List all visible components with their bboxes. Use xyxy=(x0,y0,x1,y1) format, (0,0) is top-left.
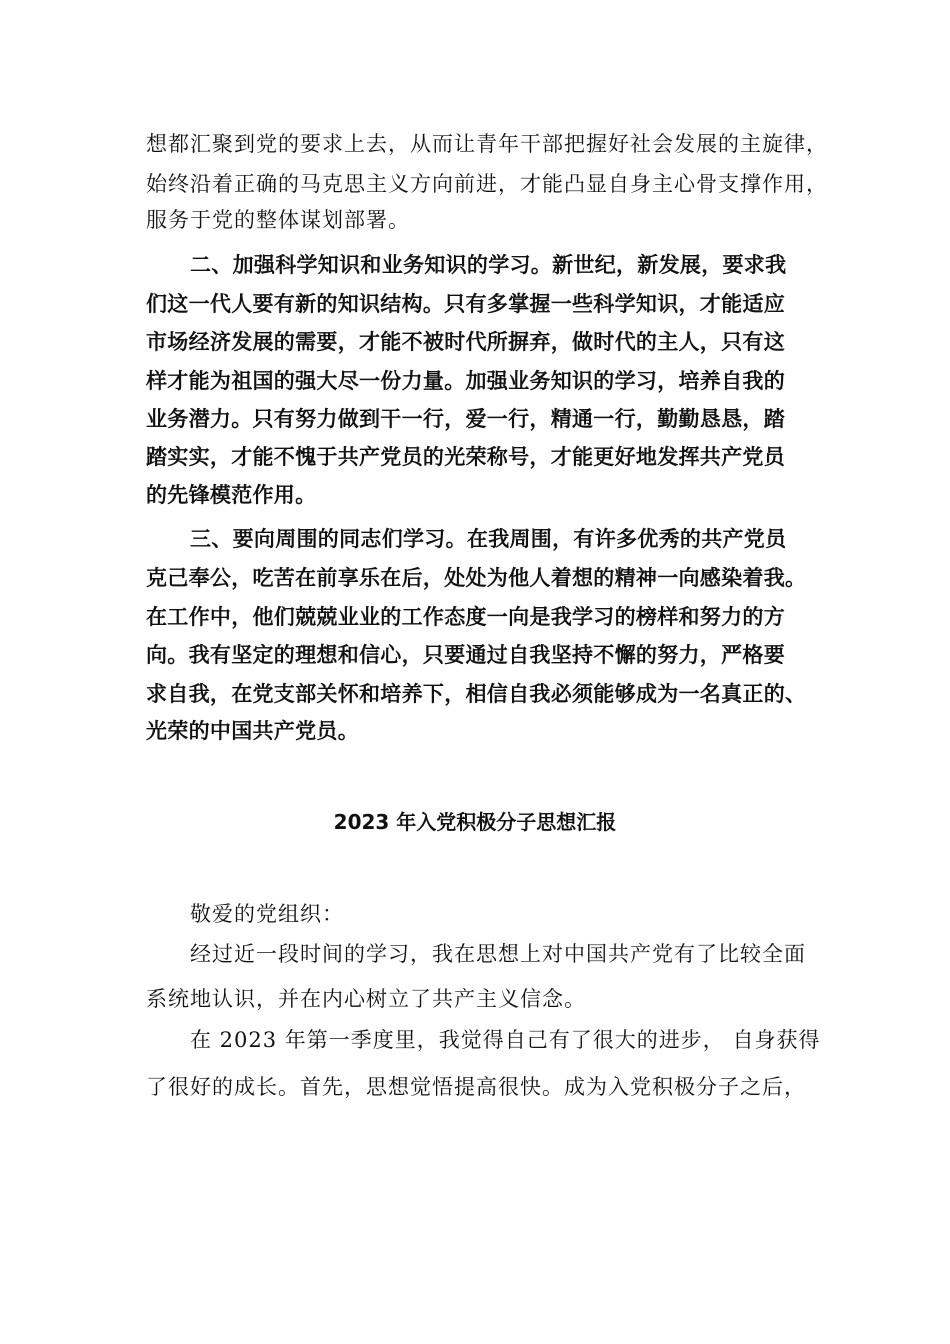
paragraph-3-line-6: 光荣的中国共产党员。 xyxy=(146,719,359,743)
paragraph-2-line-3: 市场经济发展的需要，才能不被时代所摒弃，做时代的主人，只有这 xyxy=(146,330,785,354)
paragraph-3-line-1: 三、要向周围的同志们学习。在我周围，有许多优秀的共产党员 xyxy=(190,527,787,551)
paragraph-3-line-4: 向。我有坚定的理想和信心，只要通过自我坚持不懈的努力，严格要 xyxy=(146,643,785,667)
paragraph-1-line-2: 始终沿着正确的马克思主义方向前进，才能凸显自身主心骨支撑作用， xyxy=(146,172,828,196)
paragraph-4-line-1: 经过近一段时间的学习，我在思想上对中国共产党有了比较全面 xyxy=(190,942,806,966)
paragraph-1-line-1: 想都汇聚到党的要求上去，从而让青年干部把握好社会发展的主旋律， xyxy=(146,132,828,156)
paragraph-2-line-1: 二、加强科学知识和业务知识的学习。新世纪，新发展，要求我 xyxy=(190,253,787,277)
paragraph-5-line-2: 了很好的成长。首先，思想觉悟提高很快。成为入党积极分子之后， xyxy=(146,1075,806,1099)
paragraph-2-line-2: 们这一代人要有新的知识结构。只有多掌握一些科学知识，才能适应 xyxy=(146,292,785,316)
paragraph-4-line-2: 系统地认识，并在内心树立了共产主义信念。 xyxy=(146,987,586,1011)
salutation: 敬爱的党组织： xyxy=(190,902,344,926)
paragraph-2-line-7: 的先锋模范作用。 xyxy=(146,483,317,507)
paragraph-3-line-5: 求自我，在党支部关怀和培养下，相信自我必须能够成为一名真正的、 xyxy=(146,682,807,706)
paragraph-5-line-1: 在 2023 年第一季度里，我觉得自己有了很大的进步， 自身获得 xyxy=(190,1028,821,1052)
paragraph-3-line-3: 在工作中，他们兢兢业业的工作态度一向是我学习的榜样和努力的方 xyxy=(146,605,785,629)
paragraph-2-line-4: 样才能为祖国的强大尽一份力量。加强业务知识的学习，培养自我的 xyxy=(146,369,785,393)
paragraph-2-line-6: 踏实实，才能不愧于共产党员的光荣称号，才能更好地发挥共产党员 xyxy=(146,445,785,469)
paragraph-1-line-3: 服务于党的整体谋划部署。 xyxy=(146,208,410,232)
paragraph-3-line-2: 克己奉公，吃苦在前享乐在后，处处为他人着想的精神一向感染着我。 xyxy=(146,566,807,590)
paragraph-2-line-5: 业务潜力。只有努力做到干一行，爱一行，精通一行，勤勤恳恳，踏 xyxy=(146,407,785,431)
document-title: 2023 年入党积极分子思想汇报 xyxy=(333,810,617,834)
